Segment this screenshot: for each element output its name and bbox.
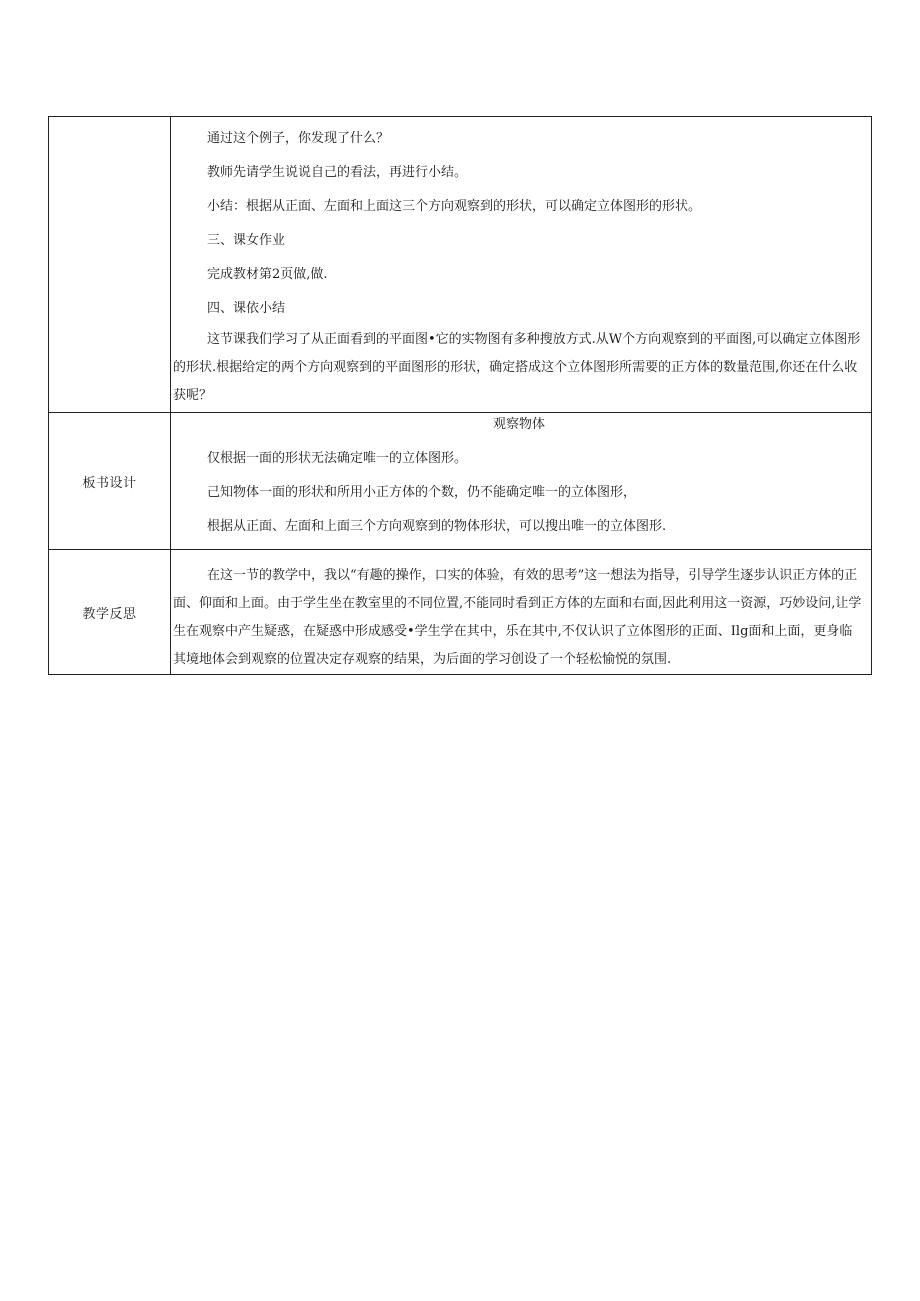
paragraph: 完成教材第2页做,做. — [207, 267, 328, 282]
paragraph: 通过这个例子，你发现了什么？ — [207, 131, 390, 146]
lesson-plan-table — [48, 116, 872, 675]
row-label-board-design: 板书设计 — [49, 413, 171, 550]
table-row — [49, 550, 872, 675]
paragraph: 在这一节的教学中，我以“有趣的操作，口实的体验，有效的思考”这一想法为指导，引导学生逐步认识正方体的正面、仰面和上面。由于学生坐在教室里的不同位置,不能同时看到正方体的左面和右面,因此利用这一资源，巧妙设问,让学生在观察中产生疑惑，在疑惑中形成感受•学生学在其中，乐在其中,不仅认识了立体图形的正面、Ilg面和上面，更身临其境地体会到观察的位置决定存观察的结果，为后面的学习创设了一个轻松愉悦的氛围. — [173, 568, 862, 667]
table-row — [49, 117, 872, 413]
section-heading: 四、课依小结 — [207, 301, 286, 316]
paragraph: 小结：根据从正面、左面和上面这三个方向观察到的形状，可以确定立体图形的形状。 — [207, 199, 702, 214]
row-content — [171, 413, 872, 550]
row-label-teaching-reflection: 教学反思 — [49, 550, 171, 675]
row-label — [49, 117, 171, 413]
section-heading: 三、课女作业 — [207, 233, 286, 248]
paragraph: 教师先请学生说说自己的看法，再进行小结。 — [207, 165, 468, 180]
row-content — [171, 117, 872, 413]
paragraph: 这节课我们学习了从正面看到的平面图•它的实物图有多种搜放方式.从W个方向观察到的平面图,可以确定立体图形的形状.根据给定的两个方向观察到的平面图形的形状，确定搭成这个立体图形所需要的正方体的数量范围,你还在什么收获呢？ — [173, 332, 861, 403]
row-content — [171, 550, 872, 675]
paragraph: 仅根据一面的形状无法确定唯一的立体图形。 — [207, 451, 468, 466]
board-title: 观察物体 — [492, 417, 545, 432]
paragraph: 己知物体一面的形状和所用小正方体的个数，仍不能确定唯一的立体图形， — [207, 485, 637, 500]
paragraph: 根据从正面、左面和上面三个方向观察到的物体形状，可以搜出唯一的立体图形. — [207, 519, 667, 534]
table-row — [49, 413, 872, 550]
